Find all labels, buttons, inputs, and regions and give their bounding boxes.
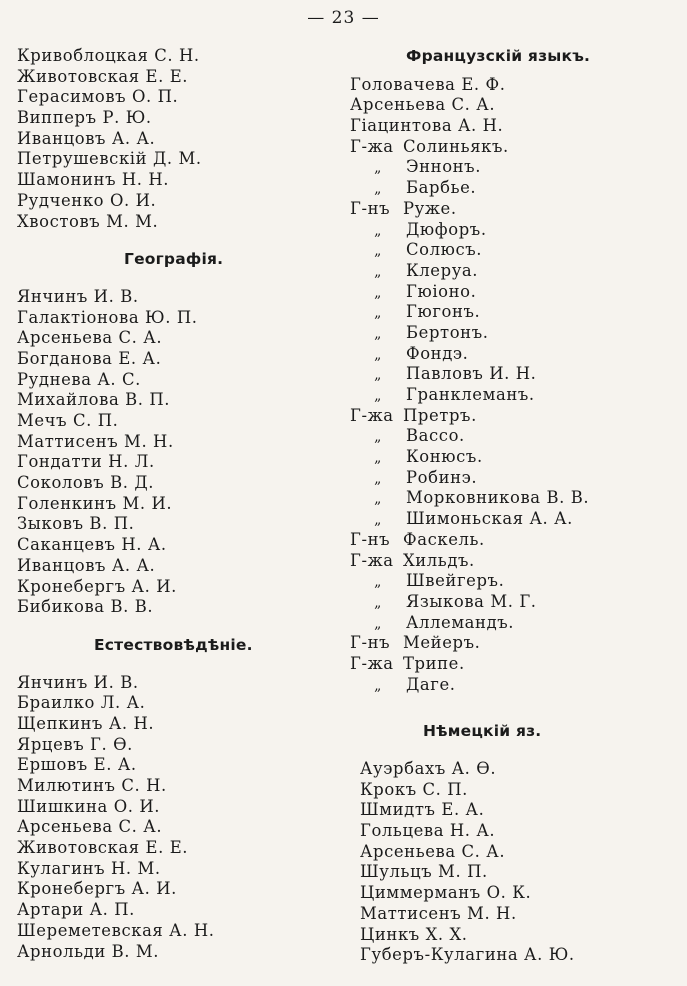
- geography-list: [17, 287, 327, 618]
- ditto-mark: „: [374, 594, 382, 611]
- entry-name: Хильдъ.: [403, 550, 475, 570]
- list-item: Янчинъ И. В.: [17, 286, 139, 306]
- title-prefix: Г-нъ: [350, 198, 391, 218]
- list-item: [350, 261, 680, 282]
- ditto-mark: „: [374, 305, 382, 322]
- ditto-mark: „: [374, 160, 382, 177]
- list-item: Щепкинъ А. Н.: [17, 713, 155, 733]
- entry-name: Гіацинтова А. Н.: [350, 116, 504, 136]
- ditto-mark: „: [374, 243, 382, 260]
- list-item: [350, 75, 680, 96]
- title-prefix: Г-жа: [350, 550, 394, 570]
- list-item: [350, 323, 680, 344]
- list-item: Герасимовъ О. П.: [17, 87, 179, 107]
- list-item: Шереметевская А. Н.: [17, 920, 215, 940]
- top-names-list: [17, 46, 327, 232]
- ditto-mark: „: [374, 574, 382, 591]
- ditto-mark: „: [374, 284, 382, 301]
- entry-name: Гюгонъ.: [406, 302, 481, 322]
- list-item: Кронебергъ А. И.: [17, 576, 177, 596]
- entry-name: Эннонъ.: [406, 157, 482, 177]
- list-item: [350, 675, 680, 696]
- list-item: Ауэрбахъ А. Ѳ.: [360, 759, 497, 778]
- list-item: Артари А. П.: [17, 900, 135, 920]
- list-item: Шульцъ М. П.: [360, 862, 488, 882]
- ditto-mark: „: [374, 325, 382, 342]
- natural-science-heading: Естествовѣдѣніе.: [94, 635, 253, 654]
- ditto-mark: „: [374, 470, 382, 487]
- entry-name: Павловъ И. Н.: [406, 364, 537, 384]
- list-item: [350, 488, 680, 509]
- entry-name: Даге.: [406, 674, 456, 694]
- entry-name: Конюсъ.: [406, 447, 483, 467]
- ditto-mark: „: [374, 429, 382, 446]
- entry-name: Мейеръ.: [403, 633, 481, 653]
- list-item: [350, 426, 680, 447]
- list-item: [350, 613, 680, 634]
- entry-name: Головачева Е. Ф.: [350, 74, 506, 94]
- list-item: Маттисенъ М. Н.: [17, 431, 174, 451]
- list-item: [350, 199, 680, 220]
- page-number: — 23 —: [307, 8, 380, 28]
- list-item: Мечъ С. П.: [17, 411, 119, 430]
- ditto-mark: „: [374, 388, 382, 404]
- list-item: Янчинъ И. В.: [17, 672, 139, 692]
- list-item: Голенкинъ М. И.: [17, 493, 173, 513]
- entry-name: Трипе.: [403, 653, 465, 673]
- geography-heading: Географія.: [124, 250, 224, 269]
- ditto-mark: „: [374, 615, 382, 632]
- list-item: Арсеньева С. А.: [360, 841, 506, 861]
- list-item: Милютинъ С. Н.: [17, 776, 167, 795]
- entry-name: Клеруа.: [406, 260, 479, 280]
- ditto-mark: „: [374, 263, 382, 280]
- list-item: Шамонинъ Н. Н.: [17, 170, 170, 190]
- entry-name: Солиньякъ.: [403, 136, 509, 156]
- list-item: Маттисенъ М. Н.: [360, 903, 517, 923]
- list-item: Шишкина О. И.: [17, 796, 161, 816]
- entry-name: Морковникова В. В.: [406, 488, 590, 508]
- list-item: Браилко Л. А.: [17, 693, 146, 713]
- entry-name: Дюфоръ.: [406, 219, 487, 239]
- ditto-mark: „: [374, 491, 382, 508]
- ditto-mark: „: [374, 367, 382, 384]
- list-item: Кривоблоцкая С. Н.: [17, 46, 200, 65]
- list-item: [350, 530, 680, 551]
- ditto-mark: „: [374, 677, 382, 694]
- list-item: Губеръ-Кулагина А. Ю.: [360, 945, 575, 965]
- ditto-mark: „: [374, 346, 382, 363]
- list-item: Хвостовъ М. М.: [17, 211, 159, 231]
- ditto-mark: „: [374, 450, 382, 467]
- entry-name: Барбье.: [406, 178, 477, 198]
- title-prefix: Г-нъ: [350, 529, 391, 549]
- list-item: Иванцовъ А. А.: [17, 128, 156, 148]
- list-item: [350, 302, 680, 323]
- list-item: Ершовъ Е. А.: [17, 755, 137, 775]
- title-prefix: Г-жа: [350, 136, 394, 156]
- list-item: Соколовъ В. Д.: [17, 473, 155, 493]
- list-item: [350, 385, 680, 406]
- list-item: [350, 178, 680, 199]
- ditto-mark: „: [374, 512, 382, 529]
- entry-name: Робинэ.: [406, 467, 478, 487]
- ditto-mark: „: [374, 181, 382, 198]
- list-item: Арсеньева С. А.: [17, 328, 163, 348]
- list-item: Циммерманъ О. К.: [360, 883, 532, 903]
- list-item: Бибикова В. В.: [17, 597, 154, 617]
- list-item: Руднева А. С.: [17, 369, 141, 389]
- ditto-mark: „: [374, 222, 382, 239]
- title-prefix: Г-жа: [350, 405, 394, 425]
- entry-name: Руже.: [403, 198, 457, 218]
- french-list: [350, 75, 680, 696]
- entry-name: Шимоньская А. А.: [406, 509, 573, 529]
- entry-name: Солюсъ.: [406, 240, 483, 260]
- list-item: Зыковъ В. П.: [17, 514, 135, 534]
- list-item: Богданова Е. А.: [17, 348, 162, 368]
- list-item: [350, 240, 680, 261]
- title-prefix: Г-нъ: [350, 633, 391, 653]
- list-item: [350, 220, 680, 241]
- list-item: Крокъ С. П.: [360, 779, 468, 799]
- list-item: Саканцевъ Н. А.: [17, 535, 167, 555]
- list-item: [350, 364, 680, 385]
- list-item: Шмидтъ Е. А.: [360, 800, 485, 820]
- list-item: [350, 654, 680, 675]
- entry-name: Швейгеръ.: [406, 571, 505, 591]
- entry-name: Фаскель.: [403, 529, 485, 549]
- entry-name: Арсеньева С. А.: [350, 95, 496, 115]
- list-item: Гольцева Н. А.: [360, 821, 496, 841]
- title-prefix: Г-жа: [350, 653, 394, 673]
- french-heading: Французскій языкъ.: [406, 47, 591, 65]
- list-item: Арсеньева С. А.: [17, 817, 163, 837]
- entry-name: Фондэ.: [406, 343, 469, 363]
- list-item: Випперъ Р. Ю.: [17, 108, 152, 128]
- list-item: [350, 447, 680, 468]
- list-item: Ярцевъ Г. Ѳ.: [17, 734, 133, 754]
- entry-name: Вассо.: [406, 426, 465, 446]
- list-item: Кронебергъ А. И.: [17, 879, 177, 899]
- german-heading: Нѣмецкій яз.: [423, 722, 542, 741]
- list-item: Кулагинъ Н. М.: [17, 858, 161, 878]
- list-item: [350, 633, 680, 654]
- list-item: Цинкъ Х. Х.: [360, 924, 468, 944]
- list-item: Рудченко О. И.: [17, 190, 157, 210]
- list-item: [350, 116, 680, 137]
- list-item: [350, 344, 680, 365]
- left-column: [17, 46, 327, 962]
- entry-name: Гюіоно.: [406, 281, 477, 301]
- natural-science-list: [17, 673, 327, 963]
- german-list: [350, 759, 680, 966]
- list-item: [350, 571, 680, 592]
- entry-name: Языкова М. Г.: [406, 591, 537, 611]
- list-item: [350, 468, 680, 489]
- list-item: [350, 95, 680, 116]
- list-item: [350, 406, 680, 427]
- entry-name: Бертонъ.: [406, 322, 489, 342]
- list-item: Иванцовъ А. А.: [17, 555, 156, 575]
- list-item: Михайлова В. П.: [17, 390, 171, 410]
- list-item: [350, 137, 680, 158]
- right-column: [350, 46, 680, 966]
- list-item: Гондатти Н. Л.: [17, 452, 155, 472]
- list-item: [350, 551, 680, 572]
- entry-name: Гранклеманъ.: [406, 385, 535, 404]
- list-item: Животовская Е. Е.: [17, 66, 189, 86]
- entry-name: Аллемандъ.: [406, 612, 515, 632]
- list-item: Арнольди В. М.: [17, 941, 160, 961]
- list-item: [350, 592, 680, 613]
- list-item: Животовская Е. Е.: [17, 838, 189, 858]
- list-item: Петрушевскій Д. М.: [17, 149, 202, 169]
- list-item: [350, 509, 680, 530]
- list-item: [350, 157, 680, 178]
- list-item: [350, 282, 680, 303]
- entry-name: Претръ.: [403, 405, 477, 425]
- list-item: Галактіонова Ю. П.: [17, 307, 198, 327]
